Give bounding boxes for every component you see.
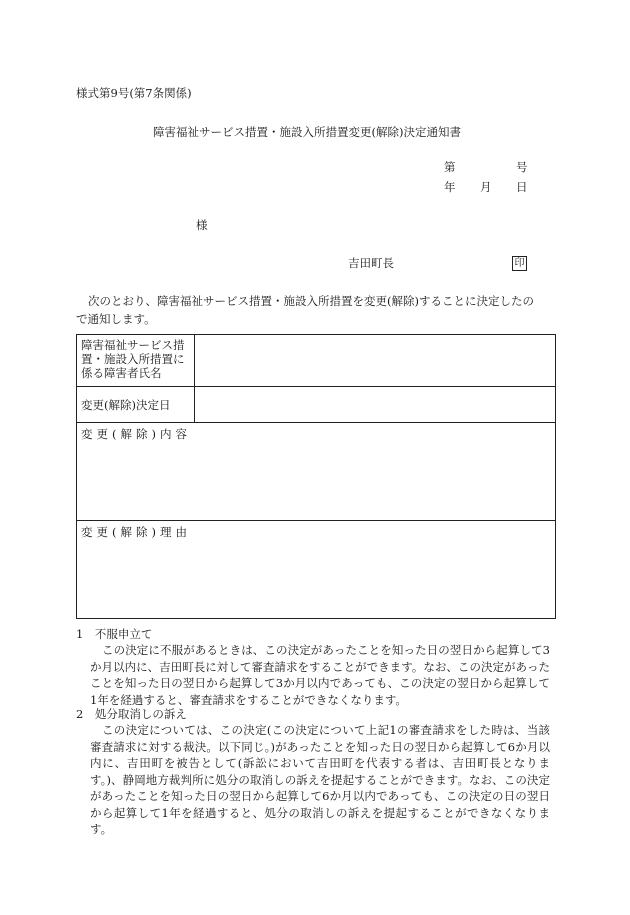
addressee-honorific: 様 (196, 218, 208, 232)
intro-line-2: で通知します。 (76, 312, 156, 326)
seal-mark (512, 255, 527, 271)
table-row (77, 521, 556, 619)
decision-date-label: 変更(解除)決定日 (77, 387, 195, 423)
table-row (77, 387, 556, 423)
change-content-label: 変更(解除)内容 (81, 427, 191, 441)
change-reason-label: 変更(解除)理由 (81, 525, 191, 539)
seal-icon: 印 (512, 256, 527, 271)
form-number: 様式第9号(第7条関係) (76, 86, 192, 100)
note-1-title: 1 不服申立て (76, 627, 153, 641)
number-prefix: 第 (444, 160, 456, 174)
document-title: 障害福祉サービス措置・施設入所措置変更(解除)決定通知書 (153, 125, 461, 139)
note-2-title: 2 処分取消しの訴え (76, 707, 187, 721)
intro-line-1: 次のとおり、障害福祉サービス措置・施設入所措置を変更(解除)することに決定したの (88, 294, 534, 308)
person-name-field[interactable] (195, 335, 556, 387)
decision-date-field[interactable] (195, 387, 556, 423)
table-row (77, 335, 556, 387)
change-content-cell[interactable] (77, 423, 556, 521)
change-reason-cell[interactable] (77, 521, 556, 619)
number-suffix: 号 (516, 160, 528, 174)
note-2-body: この決定については、この決定(この決定について上記1の審査請求をした時は、当該審査請求に対する裁決。以下同じ。)があったことを知った日の翌日から起算して6か月以内に、吉田町を被告として(訴訟において吉田町を代表する者は、吉田町長となります。)、静岡地方裁判所に処分の取消しの訴えを提起することができます。なお、この決定があったことを知った日の翌日から起算して6か月以内であっても、この決定の日の翌日から起算して1年を経過すると、処分の取消しの訴えを提起することができなくなります。 (90, 723, 550, 836)
person-name-label: 障害福祉サービス措 置・施設入所措置に 係る障害者氏名 (77, 335, 195, 387)
date-day: 日 (516, 180, 528, 194)
decision-table (76, 334, 556, 619)
issuer-name: 吉田町長 (348, 256, 394, 270)
table-row (77, 423, 556, 521)
date-month: 月 (480, 180, 492, 194)
date-year: 年 (444, 180, 456, 194)
note-1-body: この決定に不服があるときは、この決定があったことを知った日の翌日から起算して3か月以内に、吉田町長に対して審査請求をすることができます。なお、この決定があったことを知った日の翌日から起算して3か月以内であっても、この決定の翌日から起算して1年を経過すると、審査請求をすることができなくなります。 (90, 643, 550, 707)
